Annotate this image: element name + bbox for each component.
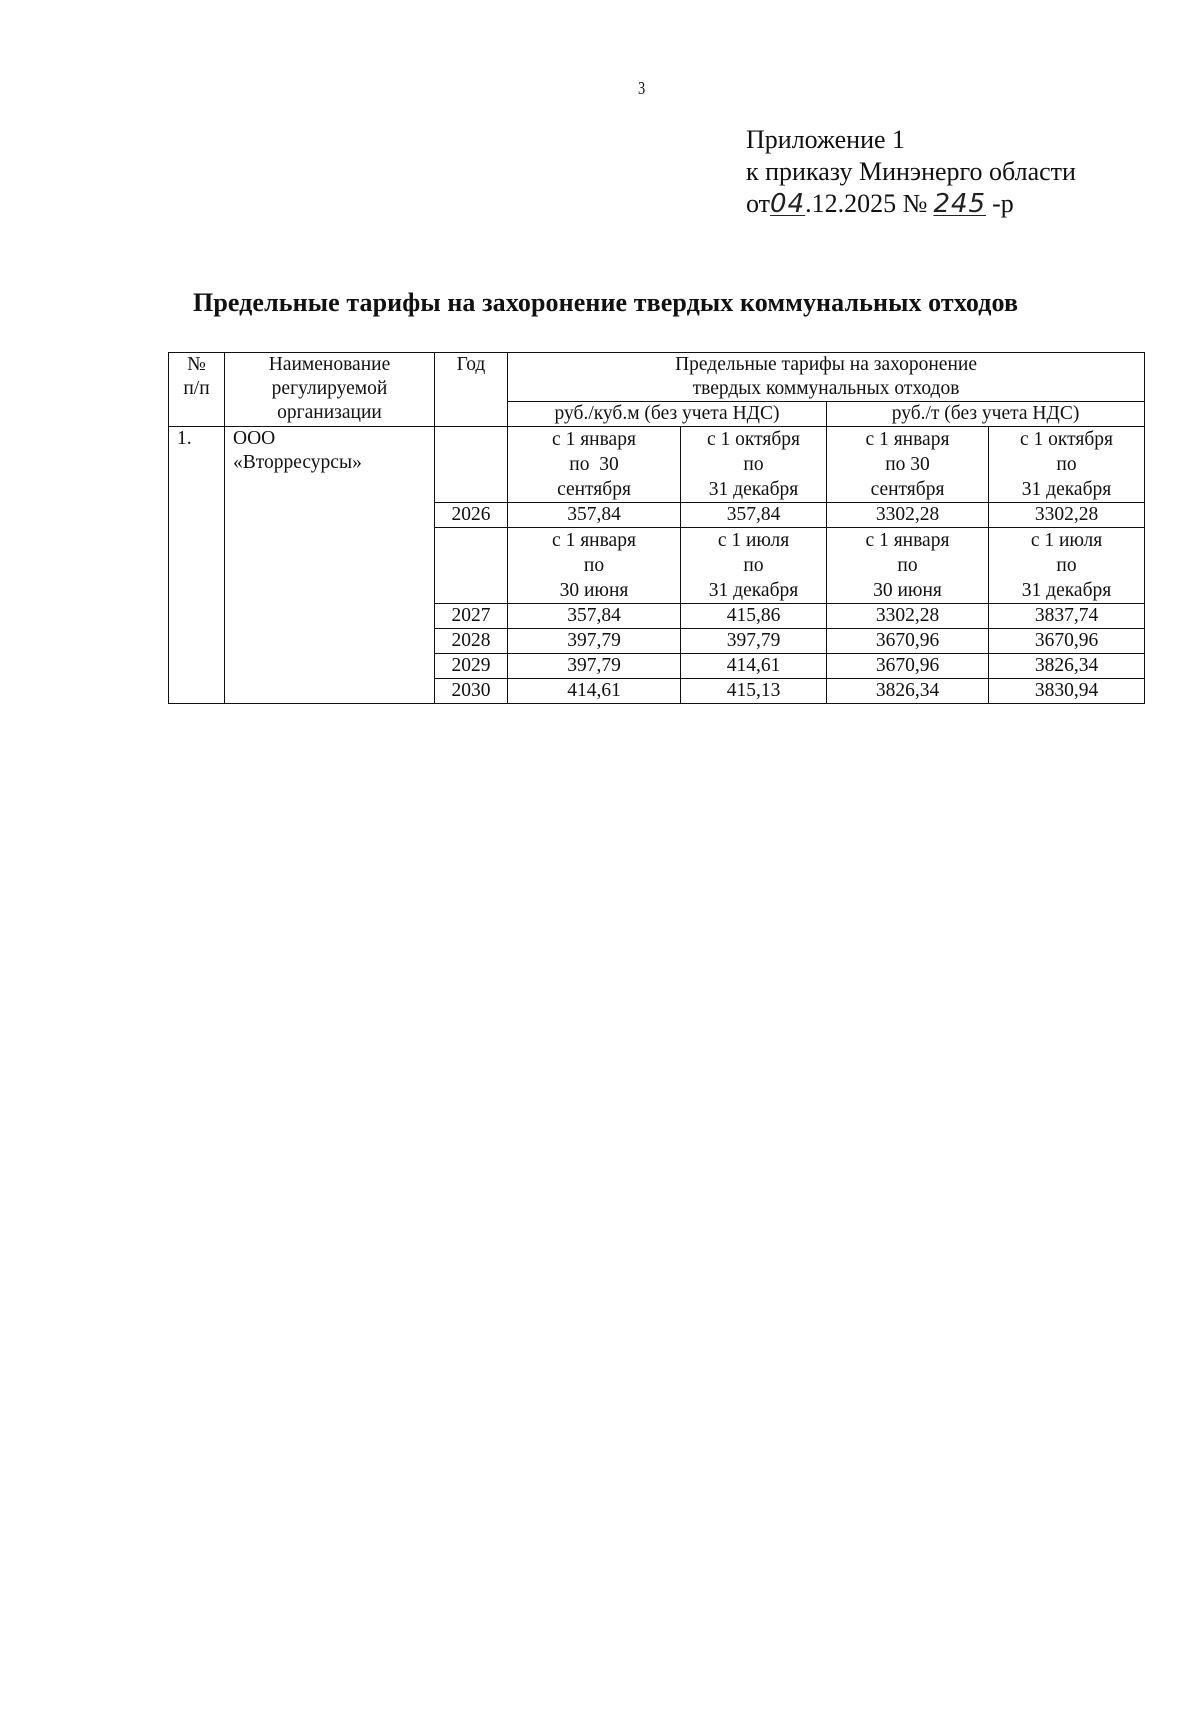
header-org-line3: организации (277, 402, 382, 423)
order-suffix: -р (992, 189, 1014, 218)
period-line: сентября (870, 479, 945, 500)
period-cell (681, 427, 827, 503)
header-tariffs-line1: Предельные тарифы на захоронение (675, 354, 977, 375)
org-name-line1: ООО (233, 428, 276, 449)
year-cell: 2028 (435, 629, 508, 654)
value-cell: 357,84 (508, 604, 681, 629)
tariffs-table (168, 352, 1145, 704)
period-line: 31 декабря (1021, 580, 1112, 601)
period-cell (989, 427, 1145, 503)
value-cell: 3670,96 (827, 654, 989, 679)
period-line: с 1 июля (1030, 530, 1103, 551)
value-cell: 397,79 (508, 654, 681, 679)
value-cell: 414,61 (508, 679, 681, 704)
appendix-title: Приложение 1 (746, 125, 906, 154)
appendix-order-reference: к приказу Минэнерго области (746, 157, 1076, 186)
value-cell: 415,86 (681, 604, 827, 629)
row-number: 1. (169, 427, 225, 704)
value-cell: 3837,74 (989, 604, 1145, 629)
period-line: по (583, 555, 605, 576)
period-line: по (743, 454, 764, 475)
period-line: 30 июня (559, 580, 629, 601)
value-cell: 415,13 (681, 679, 827, 704)
header-unit-weight: руб./т (без учета НДС) (827, 402, 1145, 427)
period-line: по 30 (885, 454, 930, 475)
org-name (225, 427, 435, 704)
year-cell: 2030 (435, 679, 508, 704)
period-cell (508, 427, 681, 503)
period-line: с 1 января (865, 429, 950, 450)
period-line: 31 декабря (708, 580, 799, 601)
header-number (169, 353, 225, 427)
value-cell: 357,84 (681, 503, 827, 528)
period-line: по 30 (569, 454, 619, 475)
value-cell: 3826,34 (989, 654, 1145, 679)
header-tariffs-group (508, 353, 1145, 402)
period-line: 30 июня (873, 580, 942, 601)
period-line: по (743, 555, 764, 576)
value-cell: 3826,34 (827, 679, 989, 704)
handwritten-day: 04 (770, 189, 806, 219)
period-cell (827, 528, 989, 604)
header-tariffs-line2: твердых коммунальных отходов (692, 378, 960, 399)
periods-year-blank (435, 427, 508, 503)
value-cell: 397,79 (508, 629, 681, 654)
period-line: с 1 января (552, 429, 636, 450)
value-cell: 3302,28 (827, 604, 989, 629)
period-line: с 1 октября (1020, 429, 1114, 450)
period-line: с 1 января (552, 530, 636, 551)
value-cell: 3830,94 (989, 679, 1145, 704)
period-line: сентября (557, 479, 631, 500)
period-line: по (897, 555, 918, 576)
date-prefix: от (746, 189, 771, 218)
header-org-line1: Наименование (268, 354, 391, 375)
page-number: 3 (638, 78, 646, 98)
periods-row-2026 (169, 427, 1145, 503)
period-line: с 1 июля (717, 530, 790, 551)
header-number-line2: п/п (183, 378, 210, 399)
period-line: по (1056, 555, 1077, 576)
year-cell: 2029 (435, 654, 508, 679)
header-row (169, 353, 1145, 402)
date-rest: .12.2025 № (805, 189, 928, 218)
period-cell (827, 427, 989, 503)
appendix-header (746, 124, 1076, 220)
document-title: Предельные тарифы на захоронение твердых коммунальных отходов (193, 288, 1019, 317)
period-cell (989, 528, 1145, 604)
value-cell: 397,79 (681, 629, 827, 654)
period-line: по (1056, 454, 1077, 475)
period-cell (508, 528, 681, 604)
header-unit-volume: руб./куб.м (без учета НДС) (508, 402, 827, 427)
value-cell: 3670,96 (827, 629, 989, 654)
header-year: Год (435, 353, 508, 427)
appendix-date-line (746, 188, 1076, 220)
period-line: с 1 января (865, 530, 950, 551)
period-line: с 1 октября (707, 429, 800, 450)
value-cell: 357,84 (508, 503, 681, 528)
period-cell (681, 528, 827, 604)
value-cell: 3302,28 (989, 503, 1145, 528)
org-name-line2: «Вторресурсы» (233, 452, 362, 473)
header-org-name (225, 353, 435, 427)
year-cell: 2027 (435, 604, 508, 629)
handwritten-order-number: 245 (933, 189, 987, 219)
header-org-line2: регулируемой (271, 378, 388, 399)
value-cell: 414,61 (681, 654, 827, 679)
period-line: 31 декабря (1021, 479, 1112, 500)
header-number-line1: № (187, 354, 206, 375)
periods-year-blank (435, 528, 508, 604)
value-cell: 3670,96 (989, 629, 1145, 654)
period-line: 31 декабря (708, 479, 799, 500)
value-cell: 3302,28 (827, 503, 989, 528)
year-cell: 2026 (435, 503, 508, 528)
